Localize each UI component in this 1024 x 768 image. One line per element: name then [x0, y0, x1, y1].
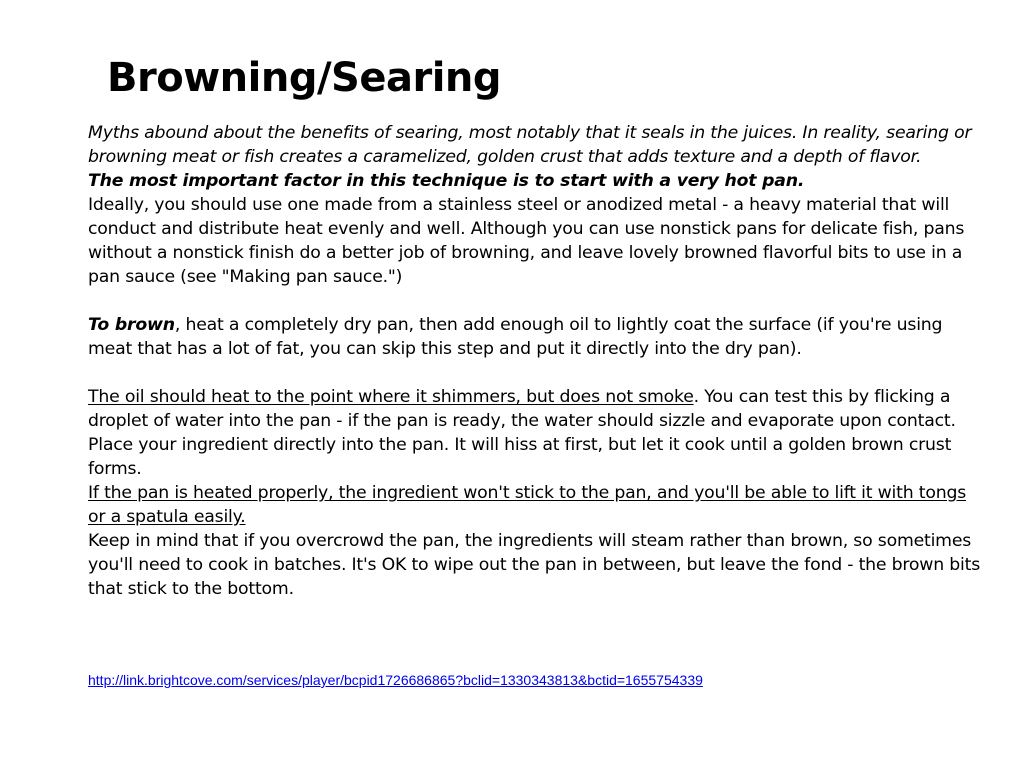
to-brown-text: , heat a completely dry pan, then add enough oil to lightly coat the surface (if you're using meat that has a lot of fat, you can skip this step and put it directly into the dry pan). [88, 315, 943, 359]
video-link[interactable]: http://link.brightcove.com/services/player/bcpid1726686865?bclid=1330343813&bctid=1655754339 [88, 672, 703, 688]
key-point: The most important factor in this technique is to start with a very hot pan. [88, 171, 805, 191]
place-ingredient-paragraph: Place your ingredient directly into the pan. It will hiss at first, but let it cook until a golden brown crust forms. [88, 435, 952, 479]
pan-advice-paragraph: Ideally, you should use one made from a stainless steel or anodized metal - a heavy material that will conduct and distribute heat evenly and well. Although you can use nonstick pans for delicate fish, pans without a nonstick finish do a better job of browning, and leave lovely browned flavorful bits to use in a pan sauce (see "Making pan sauce.") [88, 195, 965, 287]
intro-paragraph: Myths abound about the benefits of searing, most notably that it seals in the juices. In reality, searing or browning meat or fish creates a caramelized, golden crust that adds texture and a depth of flavor. [88, 123, 972, 167]
oil-heat-underlined: The oil should heat to the point where it shimmers, but does not smoke [88, 387, 694, 407]
to-brown-paragraph [88, 313, 988, 361]
slide-title: Browning/Searing [107, 55, 502, 101]
oil-heat-paragraph [88, 385, 988, 433]
oil-heat-text: . You can test this by flicking a droplet of water into the pan - if the pan is ready, the water should sizzle and evaporate upon contact. [88, 387, 956, 431]
spacer [88, 361, 988, 385]
to-brown-label: To brown [88, 315, 175, 335]
heated-properly-paragraph: If the pan is heated properly, the ingredient won't stick to the pan, and you'll be able to lift it with tongs or a spatula easily. [88, 483, 967, 527]
overcrowd-paragraph: Keep in mind that if you overcrowd the pan, the ingredients will steam rather than brown, so sometimes you'll need to cook in batches. It's OK to wipe out the pan in between, but leave the fond - the brown bits that stick to the bottom. [88, 531, 981, 599]
spacer [88, 289, 988, 313]
slide-body [88, 121, 988, 601]
